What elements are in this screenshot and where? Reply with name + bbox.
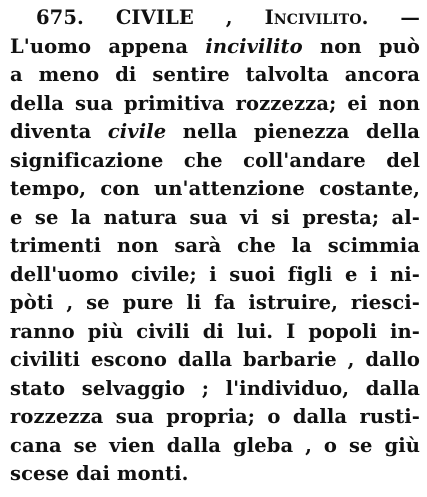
entry-text-line bbox=[10, 204, 420, 233]
entry-text-line bbox=[10, 118, 420, 147]
entry-text-line bbox=[10, 318, 420, 347]
text-run: nella pienezza della bbox=[166, 120, 420, 143]
entry-text-line bbox=[10, 232, 420, 261]
entry-dash: — bbox=[400, 6, 421, 29]
text-run: cana se vien dalla gleba , o se giù bbox=[10, 433, 420, 457]
text-run: tempo, con un'attenzione costante, bbox=[10, 177, 420, 200]
text-run: scese dai monti. bbox=[10, 462, 189, 485]
text-run: della sua primitiva rozzezza; ei non bbox=[10, 91, 420, 115]
italic-term: incivilito bbox=[205, 34, 303, 58]
text-run: civiliti escono dalla barbarie , dallo bbox=[10, 348, 420, 371]
text-run: rozzezza sua propria; o dalla rusti- bbox=[10, 405, 420, 428]
entry-text-line bbox=[10, 403, 420, 432]
text-run: diventa bbox=[10, 120, 108, 143]
entry-text-line bbox=[10, 432, 420, 461]
entry-text-line bbox=[10, 147, 420, 176]
text-run: pòti , se pure li fa istruire, riesci- bbox=[10, 291, 420, 314]
entry-heading-line bbox=[10, 4, 420, 33]
text-run: ranno più civili di lui. I popoli in- bbox=[10, 319, 420, 343]
text-run: trimenti non sarà che la scimmia bbox=[10, 234, 420, 257]
entry-body bbox=[10, 33, 420, 489]
text-run: e se la natura sua vi si presta; al- bbox=[10, 205, 420, 229]
text-run: stato selvaggio ; l'individuo, dalla bbox=[10, 376, 420, 400]
entry-text-line bbox=[10, 375, 420, 404]
entry-text-line bbox=[10, 460, 420, 489]
text-run: dell'uomo civile; i suoi figli e i ni- bbox=[10, 262, 420, 286]
entry-text-line bbox=[10, 346, 420, 375]
entry-text-line bbox=[10, 289, 420, 318]
entry-separator: , bbox=[225, 6, 233, 29]
entry-number: 675. bbox=[36, 6, 84, 29]
entry-text-line bbox=[10, 175, 420, 204]
text-run: significazione che coll'andare del bbox=[10, 148, 420, 172]
entry-text-line bbox=[10, 33, 420, 62]
text-run: L'uomo appena bbox=[10, 34, 206, 58]
entry-counterterm: Incivilito. bbox=[264, 6, 369, 29]
dictionary-entry bbox=[10, 4, 420, 489]
entry-text-line bbox=[10, 90, 420, 119]
italic-term: civile bbox=[107, 120, 167, 143]
entry-term: CIVILE bbox=[115, 6, 194, 29]
text-run: non può bbox=[302, 34, 421, 58]
entry-text-line bbox=[10, 61, 420, 90]
text-run: a meno di sentire talvolta ancora bbox=[10, 63, 420, 86]
entry-text-line bbox=[10, 261, 420, 290]
